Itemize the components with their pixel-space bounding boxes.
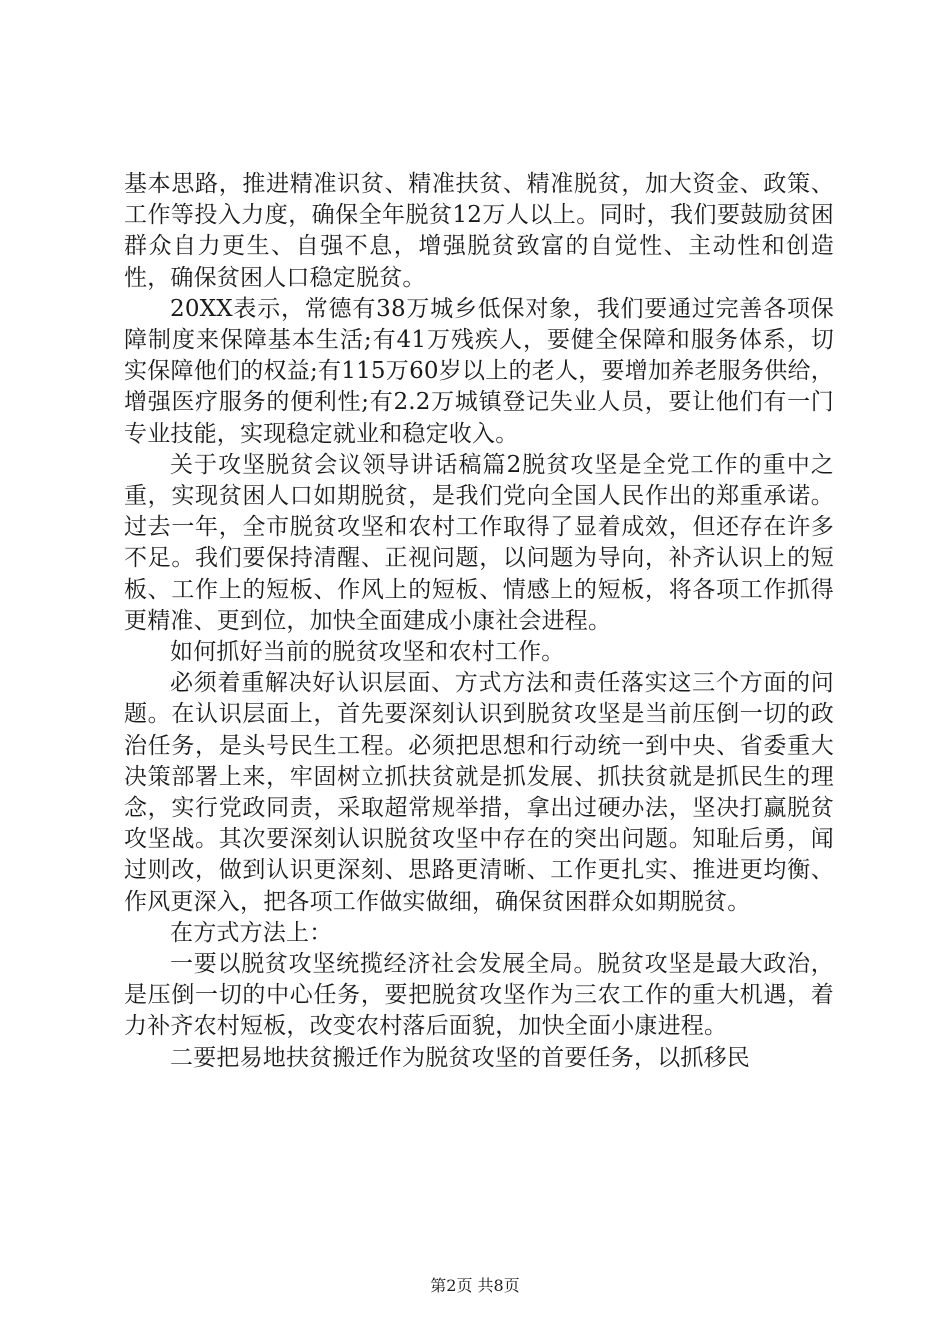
- paragraph-6: 在方式方法上：: [170, 919, 333, 946]
- paragraph-7: 一要以脱贫攻坚统揽经济社会发展全局。脱贫攻坚是最大政治，是压倒一切的中心任务，要把脱贫攻坚作为三农工作的重大机遇，着力补齐农村短板，改变农村落后面貌，加快全面小康进程。: [124, 951, 834, 1040]
- paragraph-8: 二要把易地扶贫搬迁作为脱贫攻坚的首要任务，以抓移民: [170, 1044, 750, 1071]
- document-body: [124, 169, 834, 1074]
- paragraph-5: 必须着重解决好认识层面、方式方法和责任落实这三个方面的问题。在认识层面上，首先要深刻认识到脱贫攻坚是当前压倒一切的政治任务，是头号民生工程。必须把思想和行动统一到中央、省委重大决策部署上来，牢固树立抓扶贫就是抓发展、抓扶贫就是抓民生的理念，实行党政同责，采取超常规举措，拿出过硬办法，坚决打赢脱贫攻坚战。其次要深刻认识脱贫攻坚中存在的突出问题。知耻后勇，闻过则改，做到认识更深刻、思路更清晰、工作更扎实、推进更均衡、作风更深入，把各项工作做实做细，确保贫困群众如期脱贫。: [124, 670, 834, 915]
- paragraph-1: 基本思路，推进精准识贫、精准扶贫、精准脱贫，加大资金、政策、工作等投入力度，确保全年脱贫12万人以上。同时，我们要鼓励贫困群众自力更生、自强不息，增强脱贫致富的自觉性、主动性和创造性，确保贫困人口稳定脱贫。: [124, 171, 834, 291]
- paragraph-4: 如何抓好当前的脱贫攻坚和农村工作。: [170, 639, 565, 666]
- page-footer: 第2页 共8页: [430, 1276, 520, 1295]
- paragraph-2: 20XX表示，常德有38万城乡低保对象，我们要通过完善各项保障制度来保障基本生活;有41万残疾人，要健全保障和服务体系，切实保障他们的权益;有115万60岁以上的老人，要增加养老服务供给，增强医疗服务的便利性;有2.2万城镇登记失业人员，要让他们有一门专业技能，实现稳定就业和稳定收入。: [124, 295, 834, 447]
- paragraph-3: 关于攻坚脱贫会议领导讲话稿篇2脱贫攻坚是全党工作的重中之重，实现贫困人口如期脱贫，是我们党向全国人民作出的郑重承诺。过去一年，全市脱贫攻坚和农村工作取得了显着成效，但还存在许多不足。我们要保持清醒、正视问题，以问题为导向，补齐认识上的短板、工作上的短板、作风上的短板、情感上的短板，将各项工作抓得更精准、更到位，加快全面建成小康社会进程。: [124, 451, 834, 634]
